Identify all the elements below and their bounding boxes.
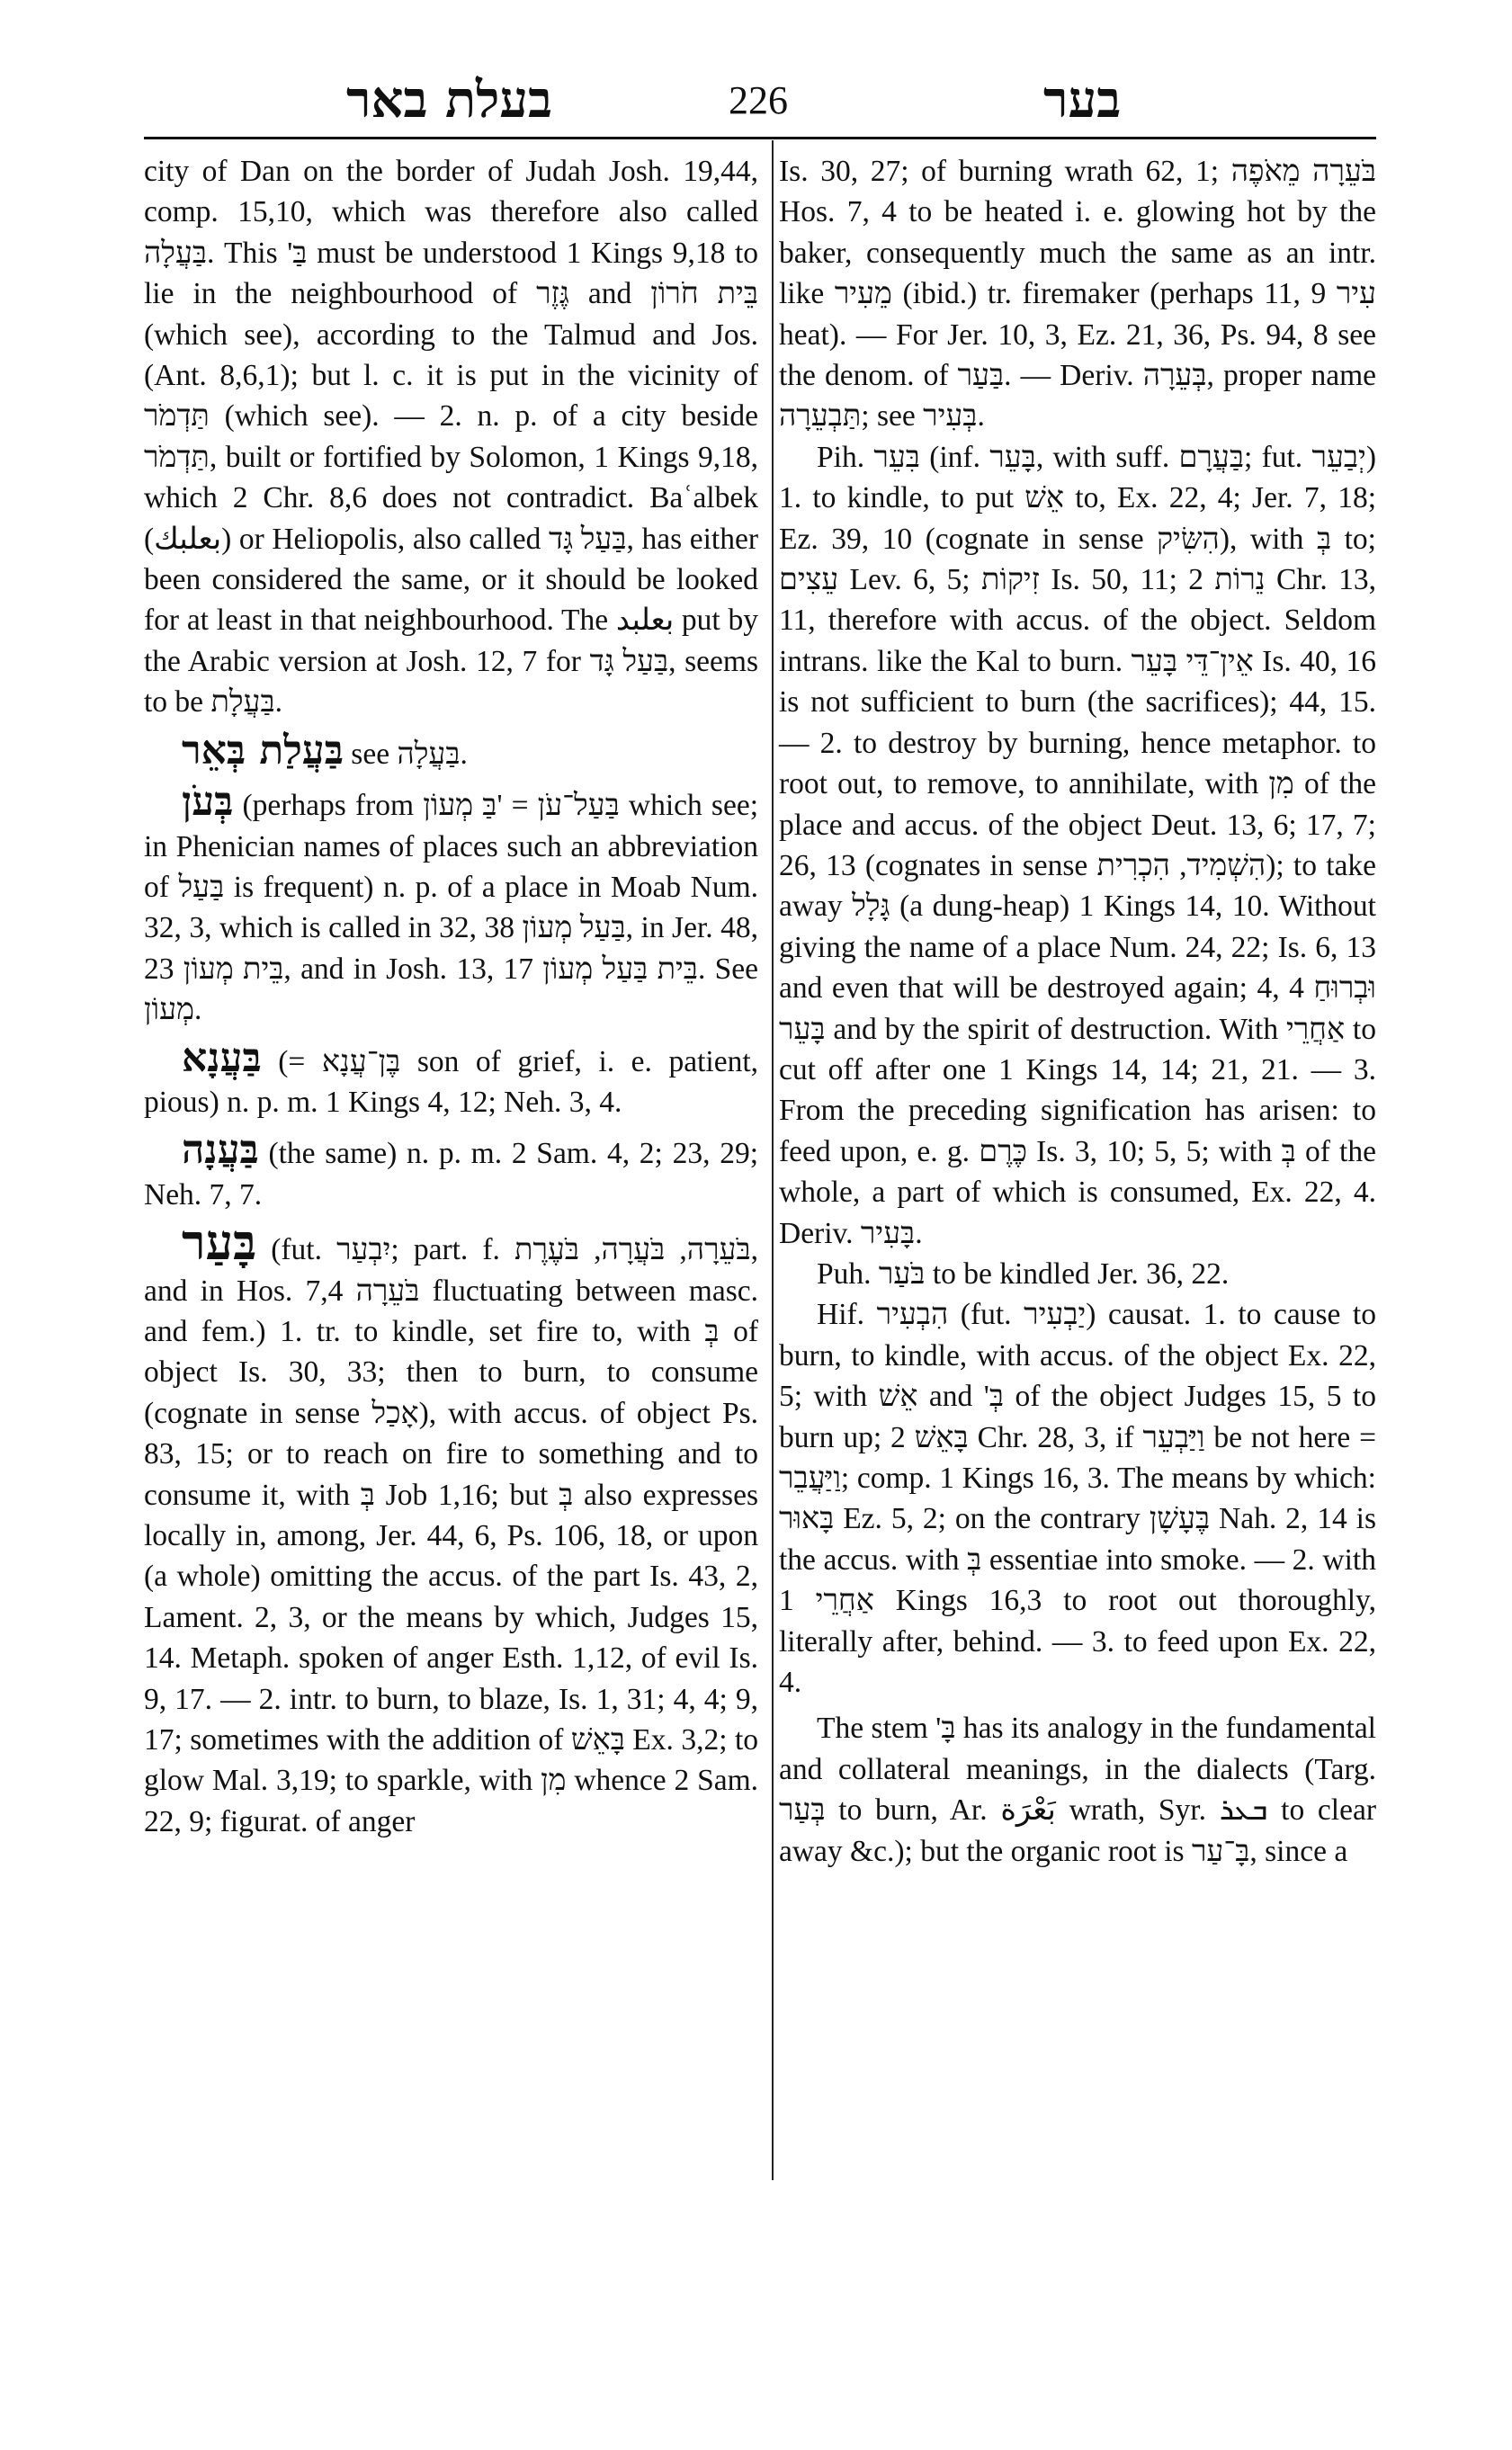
entry-beon [144,779,759,1030]
piel-section: Pih. בִּעֵר (inf. בָּעֵר, with suff. בַּעֲרָם; fut. יְבַעֵר) 1. to kindle, to put אֵשׁ to, Ex. 22, 4; Jer. 7, 18; Ez. 39, 10 (cognate in sense הִשִּׂיק), with בְּ to; עֵצִים Lev. 6, 5; זִיקוֹת Is. 50, 11; נֵרוֹת 2 Chr. 13, 11, therefore with accus. of the object. Seldom intrans. like the Kal to burn. אֵין־דֵּי בָּעֵר Is. 40, 16 is not sufficient to burn (the sacrifices); 44, 15. — 2. to destroy by burning, hence metaphor. to root out, to remove, to annihilate, with מִן of the place and accus. of the object Deut. 13, 6; 17, 7; 26, 13 (cognates in sense הִשְׁמִיד, הִכְרִית); to take away גָּלָל (a dung-heap) 1 Kings 14, 10. Without giving the name of a place Num. 24, 22; Is. 6, 13 and even that will be destroyed again; 4, 4 וּבְרוּחַ בָּעֵר and by the spirit of destruction. With אַחֲרֵי to cut off after one 1 Kings 14, 14; 21, 21. — 3. From the preceding signification has arisen: to feed upon, e. g. כֶּרֶם Is. 3, 10; 5, 5; with בְּ of the whole, a part of which is consumed, Ex. 22, 4. Deriv. בָּעִיר. [779,440,1376,1250]
entry-baalat-beer [144,727,758,774]
left-column [144,151,758,1842]
pual-section: Puh. בֹּעַר to be kindled Jer. 36, 22. [817,1256,1230,1291]
header-rule [144,137,1376,139]
entry-headword: בְּעֹן [182,779,234,826]
entry-headword: בַּעֲלַת בְּאֵר [182,727,344,773]
entry-baana [144,1034,758,1123]
entry-headword: בַּעֲנָה [182,1127,259,1174]
running-head [144,70,1376,133]
column-divider [772,140,774,2180]
continued-entry-text: Is. 30, 27; of burning wrath 62, 1; בֹּעֵרָה מֵאֹפֶה Hos. 7, 4 to be heated i. e. glowing hot by the baker, consequently much the same as an intr. like מֵעִיר (ibid.) tr. firemaker (perhaps 11, 9 עִיר heat). — For Jer. 10, 3, Ez. 21, 36, Ps. 94, 8 see the denom. of בַּעַר. — Deriv. בְּעֵרָה, proper name תַּבְעֵרָה; see בְּעִיר. [779,155,1377,434]
hifil-section: Hif. הִבְעִיר (fut. יַבְעִיר) causat. 1. to cause to burn, to kindle, with accus. of the object Ex. 22, 5; with אֵשׁ and 'בְּ of the object Judges 15, 5 to burn up; בָּאֵשׁ 2 Chr. 28, 3, if וַיַּבְעֵר be not here = וַיַּעֲבֵר; comp. 1 Kings 16, 3. The means by which: בָּאוּר Ez. 5, 2; on the contrary בֶּעָשָׁן Nah. 2, 14 is the accus. with בְּ essentiae into smoke. — 2. with אַחֲרֵי 1 Kings 16,3 to root out thoroughly, literally after, behind. — 3. to feed upon Ex. 22, 4. [779,1298,1377,1700]
right-column [779,151,1376,1872]
continued-entry-text: city of Dan on the border of Judah Josh. 19,44, comp. 15,10, which was therefore also called בַּעֲלָה. This 'בַּ must be understood 1 Kings 9,18 to lie in the neighbourhood of גֶּזֶר and בֵּית חֹרוֹן (which see), according to the Talmud and Jos. (Ant. 8,6,1); but l. c. it is put in the vicinity of תַּדְמֹר (which see). — 2. n. p. of a city beside תַּדְמֹר, built or fortified by Solomon, 1 Kings 9,18, which 2 Chr. 8,6 does not contradict. Baʿalbek (بعلبك) or Heliopolis, also called בַּעַל גָּד, has either been considered the same, or it should be looked for at least in that neighbourhood. The بعلبد put by the Arabic version at Josh. 12, 7 for בַּעַל גָּד, seems to be בַּעֲלָת. [144,155,759,720]
page-number: 226 [729,78,788,122]
right-guide-word: בער [1043,70,1122,130]
etymology-section: The stem 'בָּ has its analogy in the fundamental and collateral meanings, in the dialects (Targ. בְּעַר to burn, Ar. بَعْرَة wrath, Syr. ܒܥܪ to clear away &c.); but the organic root is בָּ־עַר, since a [779,1712,1376,1868]
entry-headword: בַּעֲנָא [182,1034,262,1081]
entry-text: (the same) n. p. m. 2 Sam. 4, 2; 23, 29; Neh. 7, 7. [144,1137,758,1212]
entry-text: (= בֶּן־עֲנָא son of grief, i. e. patient, pious) n. p. m. 1 Kings 4, 12; Neh. 3, 4. [144,1044,758,1119]
entry-text: (fut. יִבְעַר; part. f. בֹּעֵרָה, בֹּעֲרָה, בֹּעֶרֶת, and in Hos. 7,4 בֹּעֵרָה fluctuating between masc. and fem.) 1. tr. to kindle, set fire to, with בְּ of object Is. 30, 33; then to burn, to consume (cognate in sense אָכַל), with accus. of object Ps. 83, 15; or to reach on fire to something and to consume it, with בְּ Job 1,16; but בְּ also expresses locally in, among, Jer. 44, 6, Ps. 106, 18, or upon (a whole) omitting the accus. of the part Is. 43, 2, Lament. 2, 3, or the means by which, Judges 15, 14. Metaph. spoken of anger Esth. 1,12, of evil Is. 9, 17. — 2. intr. to burn, to blaze, Is. 1, 31; 4, 4; 9, 17; sometimes with the addition of בָּאֵשׁ Ex. 3,2; to glow Mal. 3,19; to sparkle, with מִן whence 2 Sam. 22, 9; figurat. of anger [144,1233,759,1838]
entry-baar [144,1213,759,1842]
entry-headword: בָּעַר [182,1213,257,1272]
entry-baanah [144,1127,758,1215]
left-guide-word: בעלת באר [346,70,552,130]
entry-text: (perhaps from בַּעַל־עֹן = 'בַּ מְעוֹן which see; in Phenician names of places such an abbreviation of בַּעַל is frequent) n. p. of a place in Moab Num. 32, 3, which is called in 32, 38 בַּעַל מְעוֹן, in Jer. 48, 23 בֵּית מְעוֹן, and in Josh. 13, 17 בֵּית בַּעַל מְעוֹן. See מְעוֹן. [144,789,759,1027]
entry-text: see בַּעֲלָה. [351,737,468,771]
